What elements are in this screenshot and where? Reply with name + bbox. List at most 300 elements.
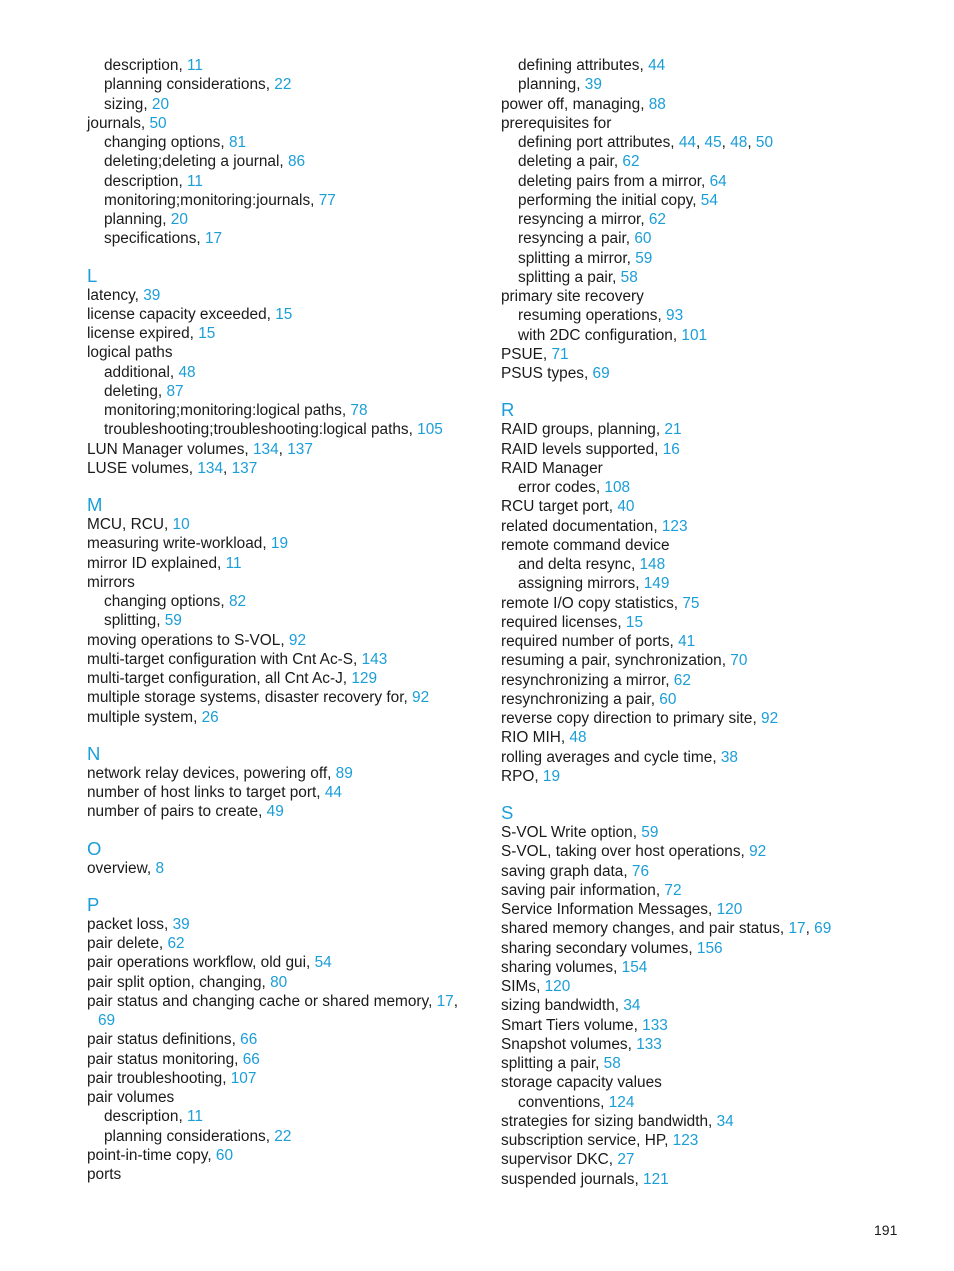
index-entry — [501, 1073, 901, 1092]
page-link[interactable]: 105 — [417, 421, 443, 439]
index-term: packet loss — [87, 915, 164, 933]
page-link[interactable]: 11 — [225, 554, 242, 572]
index-subentry: planning, 20 — [104, 211, 188, 228]
page-link[interactable]: 16 — [662, 440, 680, 458]
index-term: pair delete — [87, 935, 159, 952]
page-link[interactable]: 17 — [788, 920, 806, 938]
page-link[interactable]: 69 — [98, 1012, 116, 1029]
index-term: RCU target port — [501, 498, 609, 516]
index-subentry: changing options, 82 — [104, 593, 247, 610]
index-entry: number of pairs to create, 49 — [87, 803, 284, 821]
index-term: deleting;deleting a journal — [104, 153, 280, 171]
page-link[interactable]: 62 — [622, 153, 640, 171]
index-subentry: and delta resync, 148 — [518, 556, 666, 573]
index-entry: pair delete, 62 — [87, 935, 185, 952]
page-link[interactable]: 81 — [228, 134, 247, 151]
index-term: defining port attributes — [518, 134, 671, 151]
index-term: Snapshot volumes — [501, 1035, 628, 1053]
index-term: resyncing a mirror — [518, 211, 641, 228]
index-term: specifications — [104, 230, 197, 248]
page-link[interactable]: 101 — [681, 326, 708, 344]
index-term: resynchronizing a pair — [501, 690, 651, 708]
page-link[interactable]: 137 — [287, 440, 313, 458]
index-letter-heading: R — [501, 399, 515, 421]
index-subentry: error codes, 108 — [518, 479, 631, 496]
page-link[interactable]: 69 — [592, 365, 610, 382]
index-term: error codes — [518, 479, 596, 496]
index-entry: sizing bandwidth, 34 — [501, 997, 641, 1015]
index-entry: suspended journals, 121 — [501, 1170, 669, 1188]
page-link[interactable]: 48 — [178, 363, 196, 381]
page-link[interactable]: 72 — [664, 881, 682, 899]
index-term: Service Information Messages — [501, 901, 709, 918]
index-entry: multiple storage systems, disaster recovery for, 92 — [87, 689, 430, 707]
index-entry: number of host links to target port, 44 — [87, 784, 342, 801]
index-subentry: with 2DC configuration, 101 — [518, 326, 708, 344]
page-link[interactable]: 133 — [642, 1016, 668, 1034]
page-link[interactable]: 70 — [730, 652, 748, 670]
index-term: rolling averages and cycle time — [501, 748, 713, 766]
index-term: required licenses — [501, 613, 618, 631]
index-term: resyncing a pair — [518, 230, 626, 248]
index-letter-heading: N — [87, 742, 101, 764]
index-term: and delta resync — [518, 556, 631, 573]
index-term: pair status and changing cache or shared memory — [87, 992, 429, 1010]
page-link[interactable]: 50 — [755, 134, 774, 151]
index-subentry: monitoring;monitoring:logical paths, 78 — [104, 402, 368, 419]
index-term: splitting a pair — [518, 268, 613, 286]
index-subentry: defining attributes, 44 — [518, 57, 666, 74]
page-link[interactable]: 92 — [288, 631, 307, 649]
page-link[interactable]: 44 — [324, 784, 342, 801]
index-term: latency — [87, 286, 135, 304]
index-term: monitoring;monitoring:journals — [104, 191, 311, 209]
index-entry — [501, 114, 901, 133]
page-link[interactable]: 60 — [215, 1146, 234, 1164]
index-term: RAID levels supported — [501, 440, 655, 458]
page-link[interactable]: 20 — [151, 95, 170, 113]
page-link[interactable]: 88 — [648, 95, 666, 113]
index-term: planning considerations — [104, 76, 266, 94]
page-link[interactable]: 89 — [335, 764, 353, 782]
index-term: PSUS types — [501, 365, 584, 382]
page-link[interactable]: 60 — [634, 230, 652, 248]
index-term: shared memory changes, and pair status — [501, 920, 780, 938]
index-term: number of pairs to create — [87, 803, 259, 821]
index-entry: network relay devices, powering off, 89 — [87, 764, 353, 782]
page-link[interactable]: 54 — [314, 954, 332, 972]
index-entry: measuring write-workload, 19 — [87, 535, 289, 553]
page-link[interactable]: 59 — [641, 824, 659, 841]
index-subentry: description, 11 — [104, 1108, 203, 1126]
index-entry: RPO, 19 — [501, 767, 561, 785]
page-link[interactable]: 66 — [242, 1050, 260, 1068]
index-term: ports — [87, 1166, 122, 1183]
index-term: resuming a pair, synchronization — [501, 652, 722, 670]
index-letter-heading: S — [501, 802, 514, 823]
index-term: resynchronizing a mirror — [501, 671, 666, 689]
index-term: mirror ID explained — [87, 554, 218, 572]
page-link[interactable]: 148 — [639, 556, 666, 573]
index-entry: moving operations to S-VOL, 92 — [87, 631, 307, 649]
index-subentry: resyncing a mirror, 62 — [518, 211, 666, 228]
index-subentry: changing options, 81 — [104, 134, 247, 151]
index-entry: related documentation, 123 — [501, 517, 688, 535]
index-entry: pair split option, changing, 80 — [87, 973, 288, 991]
page-link[interactable]: 143 — [361, 650, 388, 668]
page-link[interactable]: 80 — [270, 973, 288, 991]
index-term: pair status monitoring — [87, 1050, 235, 1068]
index-term: pair operations workflow, old gui — [87, 954, 307, 972]
index-entry: PSUE, 71 — [501, 345, 569, 363]
page-link[interactable]: 44 — [678, 134, 696, 151]
page-link[interactable]: 75 — [682, 594, 700, 612]
index-entry: point-in-time copy, 60 — [87, 1146, 234, 1164]
index-entry — [501, 459, 901, 478]
page-link[interactable]: 54 — [700, 191, 718, 209]
index-letter-heading: L — [87, 264, 98, 286]
index-term: with 2DC configuration — [518, 326, 673, 344]
index-term: description — [104, 1108, 179, 1126]
index-term: sharing volumes — [501, 958, 614, 976]
index-entry — [87, 1165, 482, 1184]
index-term: RIO MIH — [501, 729, 561, 747]
index-term: remote I/O copy statistics — [501, 594, 674, 612]
index-subentry: monitoring;monitoring:journals, 77 — [104, 191, 336, 209]
page-link[interactable]: 92 — [749, 843, 767, 861]
index-subentry: description, 11 — [104, 57, 203, 74]
index-column-right — [501, 56, 901, 1189]
index-entry: pair status definitions, 66 — [87, 1031, 258, 1049]
page-link[interactable]: 17 — [436, 992, 454, 1010]
index-entry: shared memory changes, and pair status, 17, 69 — [501, 920, 832, 938]
index-term: deleting — [104, 382, 158, 400]
index-entry: mirror ID explained, 11 — [87, 554, 242, 572]
index-term: deleting pairs from a mirror — [518, 172, 702, 190]
page-link[interactable]: 108 — [604, 479, 631, 496]
page-link[interactable]: 134 — [197, 459, 224, 477]
page-link[interactable]: 21 — [664, 421, 682, 439]
page-link[interactable]: 48 — [730, 134, 748, 151]
page-link[interactable]: 10 — [172, 516, 190, 533]
page-link[interactable]: 50 — [149, 114, 167, 132]
page-link[interactable]: 34 — [623, 997, 641, 1015]
index-subentry: sizing, 20 — [104, 95, 170, 113]
index-entry: splitting a pair, 58 — [501, 1055, 621, 1072]
index-subentry: deleting;deleting a journal, 86 — [104, 153, 306, 171]
index-term: planning — [518, 76, 577, 94]
index-term: point-in-time copy — [87, 1146, 208, 1164]
index-entry: packet loss, 39 — [87, 915, 190, 933]
index-term: splitting — [104, 612, 157, 630]
page-link[interactable]: 11 — [187, 1108, 203, 1126]
page-link[interactable]: 15 — [625, 613, 644, 631]
index-term: LUSE volumes — [87, 459, 189, 477]
index-term: network relay devices, powering off — [87, 764, 328, 782]
index-term: assigning mirrors — [518, 575, 636, 593]
index-subentry: planning considerations, 22 — [104, 76, 292, 94]
page-link[interactable]: 62 — [648, 211, 666, 228]
index-subentry: description, 11 — [104, 172, 203, 190]
page-link[interactable]: 27 — [617, 1151, 635, 1169]
index-term: saving graph data — [501, 862, 624, 880]
index-entry: LUN Manager volumes, 134, 137 — [87, 440, 313, 458]
page-link[interactable]: 129 — [351, 670, 378, 687]
page-link[interactable]: 123 — [661, 517, 688, 535]
page-link[interactable]: 8 — [155, 859, 165, 877]
index-term: measuring write-workload — [87, 535, 263, 553]
index-entry: Service Information Messages, 120 — [501, 901, 743, 918]
index-term: RPO — [501, 767, 535, 785]
index-term: changing options — [104, 593, 221, 610]
page-link[interactable]: 124 — [608, 1093, 635, 1111]
page-link[interactable]: 39 — [172, 915, 190, 933]
page-link[interactable]: 48 — [569, 729, 587, 747]
page-link[interactable]: 92 — [761, 710, 779, 727]
page-link[interactable]: 45 — [704, 134, 722, 151]
index-subentry: resyncing a pair, 60 — [518, 230, 652, 248]
page-link[interactable]: 40 — [617, 498, 635, 516]
index-term: supervisor DKC — [501, 1151, 609, 1169]
index-subentry: planning considerations, 22 — [104, 1127, 292, 1145]
page-link[interactable]: 93 — [666, 307, 684, 325]
index-entry: resuming a pair, synchronization, 70 — [501, 652, 748, 670]
page-link[interactable]: 82 — [228, 593, 247, 610]
index-entry: saving pair information, 72 — [501, 881, 682, 899]
index-subentry: splitting a pair, 58 — [518, 268, 638, 286]
index-entry: required number of ports, 41 — [501, 633, 696, 650]
index-entry: SIMs, 120 — [501, 978, 571, 995]
index-entry: license capacity exceeded, 15 — [87, 305, 293, 323]
page-link[interactable]: 11 — [187, 57, 203, 74]
index-term: S-VOL Write option — [501, 824, 633, 841]
page-link[interactable]: 69 — [814, 920, 832, 938]
index-term: RAID groups, planning — [501, 421, 656, 439]
page-link[interactable]: 123 — [672, 1132, 699, 1149]
index-term: related documentation — [501, 517, 654, 535]
index-entry: reverse copy direction to primary site, 92 — [501, 710, 779, 727]
index-term: splitting a pair — [501, 1055, 596, 1072]
index-subentry: splitting a mirror, 59 — [518, 249, 653, 267]
index-subentry: performing the initial copy, 54 — [518, 191, 718, 209]
index-entry: rolling averages and cycle time, 38 — [501, 748, 738, 766]
page-link[interactable]: 134 — [252, 440, 279, 458]
index-term: pair status definitions — [87, 1031, 232, 1049]
page-link[interactable]: 64 — [709, 172, 727, 190]
index-term: reverse copy direction to primary site — [501, 710, 753, 727]
index-term: sizing bandwidth — [501, 997, 615, 1015]
index-entry-continuation — [87, 1011, 482, 1030]
index-entry — [501, 536, 901, 555]
page-link[interactable]: 20 — [170, 211, 188, 228]
index-term: pair volumes — [87, 1089, 175, 1106]
page-link[interactable]: 86 — [287, 153, 306, 171]
index-term: multiple system — [87, 708, 194, 726]
page-link[interactable]: 60 — [659, 690, 677, 708]
index-entry: pair troubleshooting, 107 — [87, 1069, 257, 1087]
index-subentry: deleting, 87 — [104, 382, 184, 400]
page-link[interactable]: 39 — [584, 76, 602, 94]
index-entry: power off, managing, 88 — [501, 95, 666, 113]
index-subentry: assigning mirrors, 149 — [518, 575, 670, 593]
index-entry: latency, 39 — [87, 286, 161, 304]
index-subentry: specifications, 17 — [104, 230, 223, 248]
page-link[interactable]: 58 — [620, 268, 638, 286]
index-term: sharing secondary volumes — [501, 939, 689, 957]
index-letter-heading: O — [87, 837, 102, 859]
index-term: pair troubleshooting — [87, 1069, 223, 1087]
index-term: suspended journals — [501, 1170, 635, 1188]
index-term: remote command device — [501, 536, 670, 554]
index-entry: LUSE volumes, 134, 137 — [87, 459, 258, 477]
page-link[interactable]: 44 — [648, 57, 666, 74]
page-link[interactable]: 137 — [231, 459, 258, 477]
index-term: additional — [104, 363, 170, 381]
index-term: RAID Manager — [501, 459, 603, 477]
page-link[interactable]: 38 — [720, 748, 738, 766]
index-term: primary site recovery — [501, 288, 644, 305]
index-term: license expired — [87, 325, 190, 342]
index-term: S-VOL, taking over host operations — [501, 843, 741, 861]
index-term: planning considerations — [104, 1127, 266, 1145]
index-letter-heading: P — [87, 893, 100, 915]
index-entry — [87, 1088, 482, 1107]
page-link[interactable]: 22 — [274, 1127, 292, 1145]
index-term: monitoring;monitoring:logical paths — [104, 402, 342, 419]
page-link[interactable]: 22 — [274, 76, 292, 94]
index-entry: PSUS types, 69 — [501, 365, 610, 382]
index-term: overview — [87, 859, 147, 877]
index-entry: subscription service, HP, 123 — [501, 1132, 699, 1149]
index-entry: sharing volumes, 154 — [501, 958, 648, 976]
page-link[interactable]: 154 — [621, 958, 648, 976]
page-link[interactable]: 107 — [230, 1069, 257, 1087]
index-term: required number of ports — [501, 633, 670, 650]
index-entry: Snapshot volumes, 133 — [501, 1035, 662, 1053]
page-link[interactable]: 11 — [187, 172, 203, 190]
index-subentry: defining port attributes, 44, 45, 48, 50 — [518, 134, 774, 151]
page-link[interactable]: 156 — [696, 939, 723, 957]
page-link[interactable]: 133 — [636, 1035, 662, 1053]
index-term: description — [104, 172, 179, 190]
index-term: subscription service, HP — [501, 1132, 665, 1149]
index-term: storage capacity values — [501, 1074, 662, 1092]
index-entry: resynchronizing a mirror, 62 — [501, 671, 691, 689]
page-link[interactable]: 59 — [635, 249, 653, 267]
page-link[interactable]: 76 — [631, 862, 650, 880]
index-subentry: deleting pairs from a mirror, 64 — [518, 172, 727, 190]
index-entry: pair status monitoring, 66 — [87, 1050, 260, 1068]
page-link[interactable]: 26 — [201, 708, 219, 726]
page-link[interactable]: 87 — [166, 382, 184, 400]
index-entry: pair status and changing cache or shared memory, 17, — [87, 992, 459, 1010]
index-column-left — [87, 56, 482, 1184]
index-term: license capacity exceeded — [87, 305, 267, 323]
page-link[interactable]: 59 — [164, 612, 182, 630]
index-term: description — [104, 57, 179, 74]
index-term: strategies for sizing bandwidth — [501, 1112, 709, 1130]
page-link[interactable]: 120 — [544, 978, 571, 995]
index-term: conventions — [518, 1093, 601, 1111]
page-link[interactable]: 120 — [716, 901, 743, 918]
index-term: number of host links to target port — [87, 784, 317, 801]
index-term: sizing — [104, 95, 144, 113]
page-link[interactable]: 77 — [318, 191, 336, 209]
index-term: deleting a pair — [518, 153, 614, 171]
index-entry: strategies for sizing bandwidth, 34 — [501, 1112, 734, 1130]
page-link[interactable]: 62 — [167, 935, 185, 952]
index-term: logical paths — [87, 344, 173, 362]
index-entry — [501, 287, 901, 306]
page-link[interactable]: 62 — [673, 671, 691, 689]
page-link[interactable]: 66 — [240, 1031, 258, 1049]
page-link[interactable]: 71 — [551, 345, 569, 363]
index-term: saving pair information — [501, 881, 656, 899]
index-entry: journals, 50 — [87, 114, 167, 132]
page-link[interactable]: 15 — [198, 325, 216, 342]
page-link[interactable]: 17 — [204, 230, 223, 248]
index-term: multiple storage systems, disaster recovery for — [87, 689, 404, 707]
index-term: LUN Manager volumes — [87, 440, 245, 458]
page-link[interactable]: 149 — [643, 575, 670, 593]
index-entry: Smart Tiers volume, 133 — [501, 1016, 668, 1034]
index-subentry: splitting, 59 — [104, 612, 182, 630]
index-subentry: additional, 48 — [104, 363, 196, 381]
page-link[interactable]: 58 — [603, 1055, 621, 1072]
index-term: MCU, RCU — [87, 516, 164, 533]
page-link[interactable]: 78 — [350, 402, 368, 419]
index-subentry: conventions, 124 — [518, 1093, 635, 1111]
index-entry: saving graph data, 76 — [501, 862, 650, 880]
index-entry: RAID groups, planning, 21 — [501, 421, 682, 439]
index-term: troubleshooting;troubleshooting:logical paths — [104, 421, 409, 439]
index-entry: multi-target configuration, all Cnt Ac-J, 129 — [87, 670, 378, 687]
index-entry: resynchronizing a pair, 60 — [501, 690, 677, 708]
page-link[interactable]: 121 — [643, 1170, 669, 1188]
index-term: changing options — [104, 134, 221, 151]
index-entry: RIO MIH, 48 — [501, 729, 587, 747]
page-link[interactable]: 39 — [143, 286, 161, 304]
index-term: multi-target configuration with Cnt Ac-S — [87, 650, 354, 668]
page-link[interactable]: 19 — [542, 767, 561, 785]
index-entry: multiple system, 26 — [87, 708, 219, 726]
page-link[interactable]: 49 — [266, 803, 284, 821]
index-term: Smart Tiers volume — [501, 1016, 634, 1034]
index-subentry: resuming operations, 93 — [518, 307, 684, 325]
page-link[interactable]: 19 — [270, 535, 289, 553]
index-term: mirrors — [87, 573, 135, 591]
index-term: multi-target configuration, all Cnt Ac-J — [87, 670, 343, 687]
index-letter-heading: M — [87, 494, 103, 515]
page-link[interactable]: 92 — [412, 689, 430, 707]
index-term: performing the initial copy — [518, 191, 693, 209]
index-entry: license expired, 15 — [87, 325, 216, 342]
index-subentry: planning, 39 — [518, 76, 602, 94]
page-link[interactable]: 41 — [678, 633, 696, 650]
index-entry: sharing secondary volumes, 156 — [501, 939, 723, 957]
index-term: journals — [87, 114, 141, 132]
index-term: pair split option, changing — [87, 973, 262, 991]
page-link[interactable]: 15 — [275, 305, 293, 323]
index-term: planning — [104, 211, 163, 228]
index-entry: MCU, RCU, 10 — [87, 516, 190, 533]
index-entry: supervisor DKC, 27 — [501, 1151, 635, 1169]
index-entry: remote I/O copy statistics, 75 — [501, 594, 700, 612]
page-link[interactable]: 34 — [716, 1112, 734, 1130]
index-entry: overview, 8 — [87, 859, 165, 877]
index-entry: multi-target configuration with Cnt Ac-S, 143 — [87, 650, 388, 668]
index-entry: RCU target port, 40 — [501, 498, 635, 516]
